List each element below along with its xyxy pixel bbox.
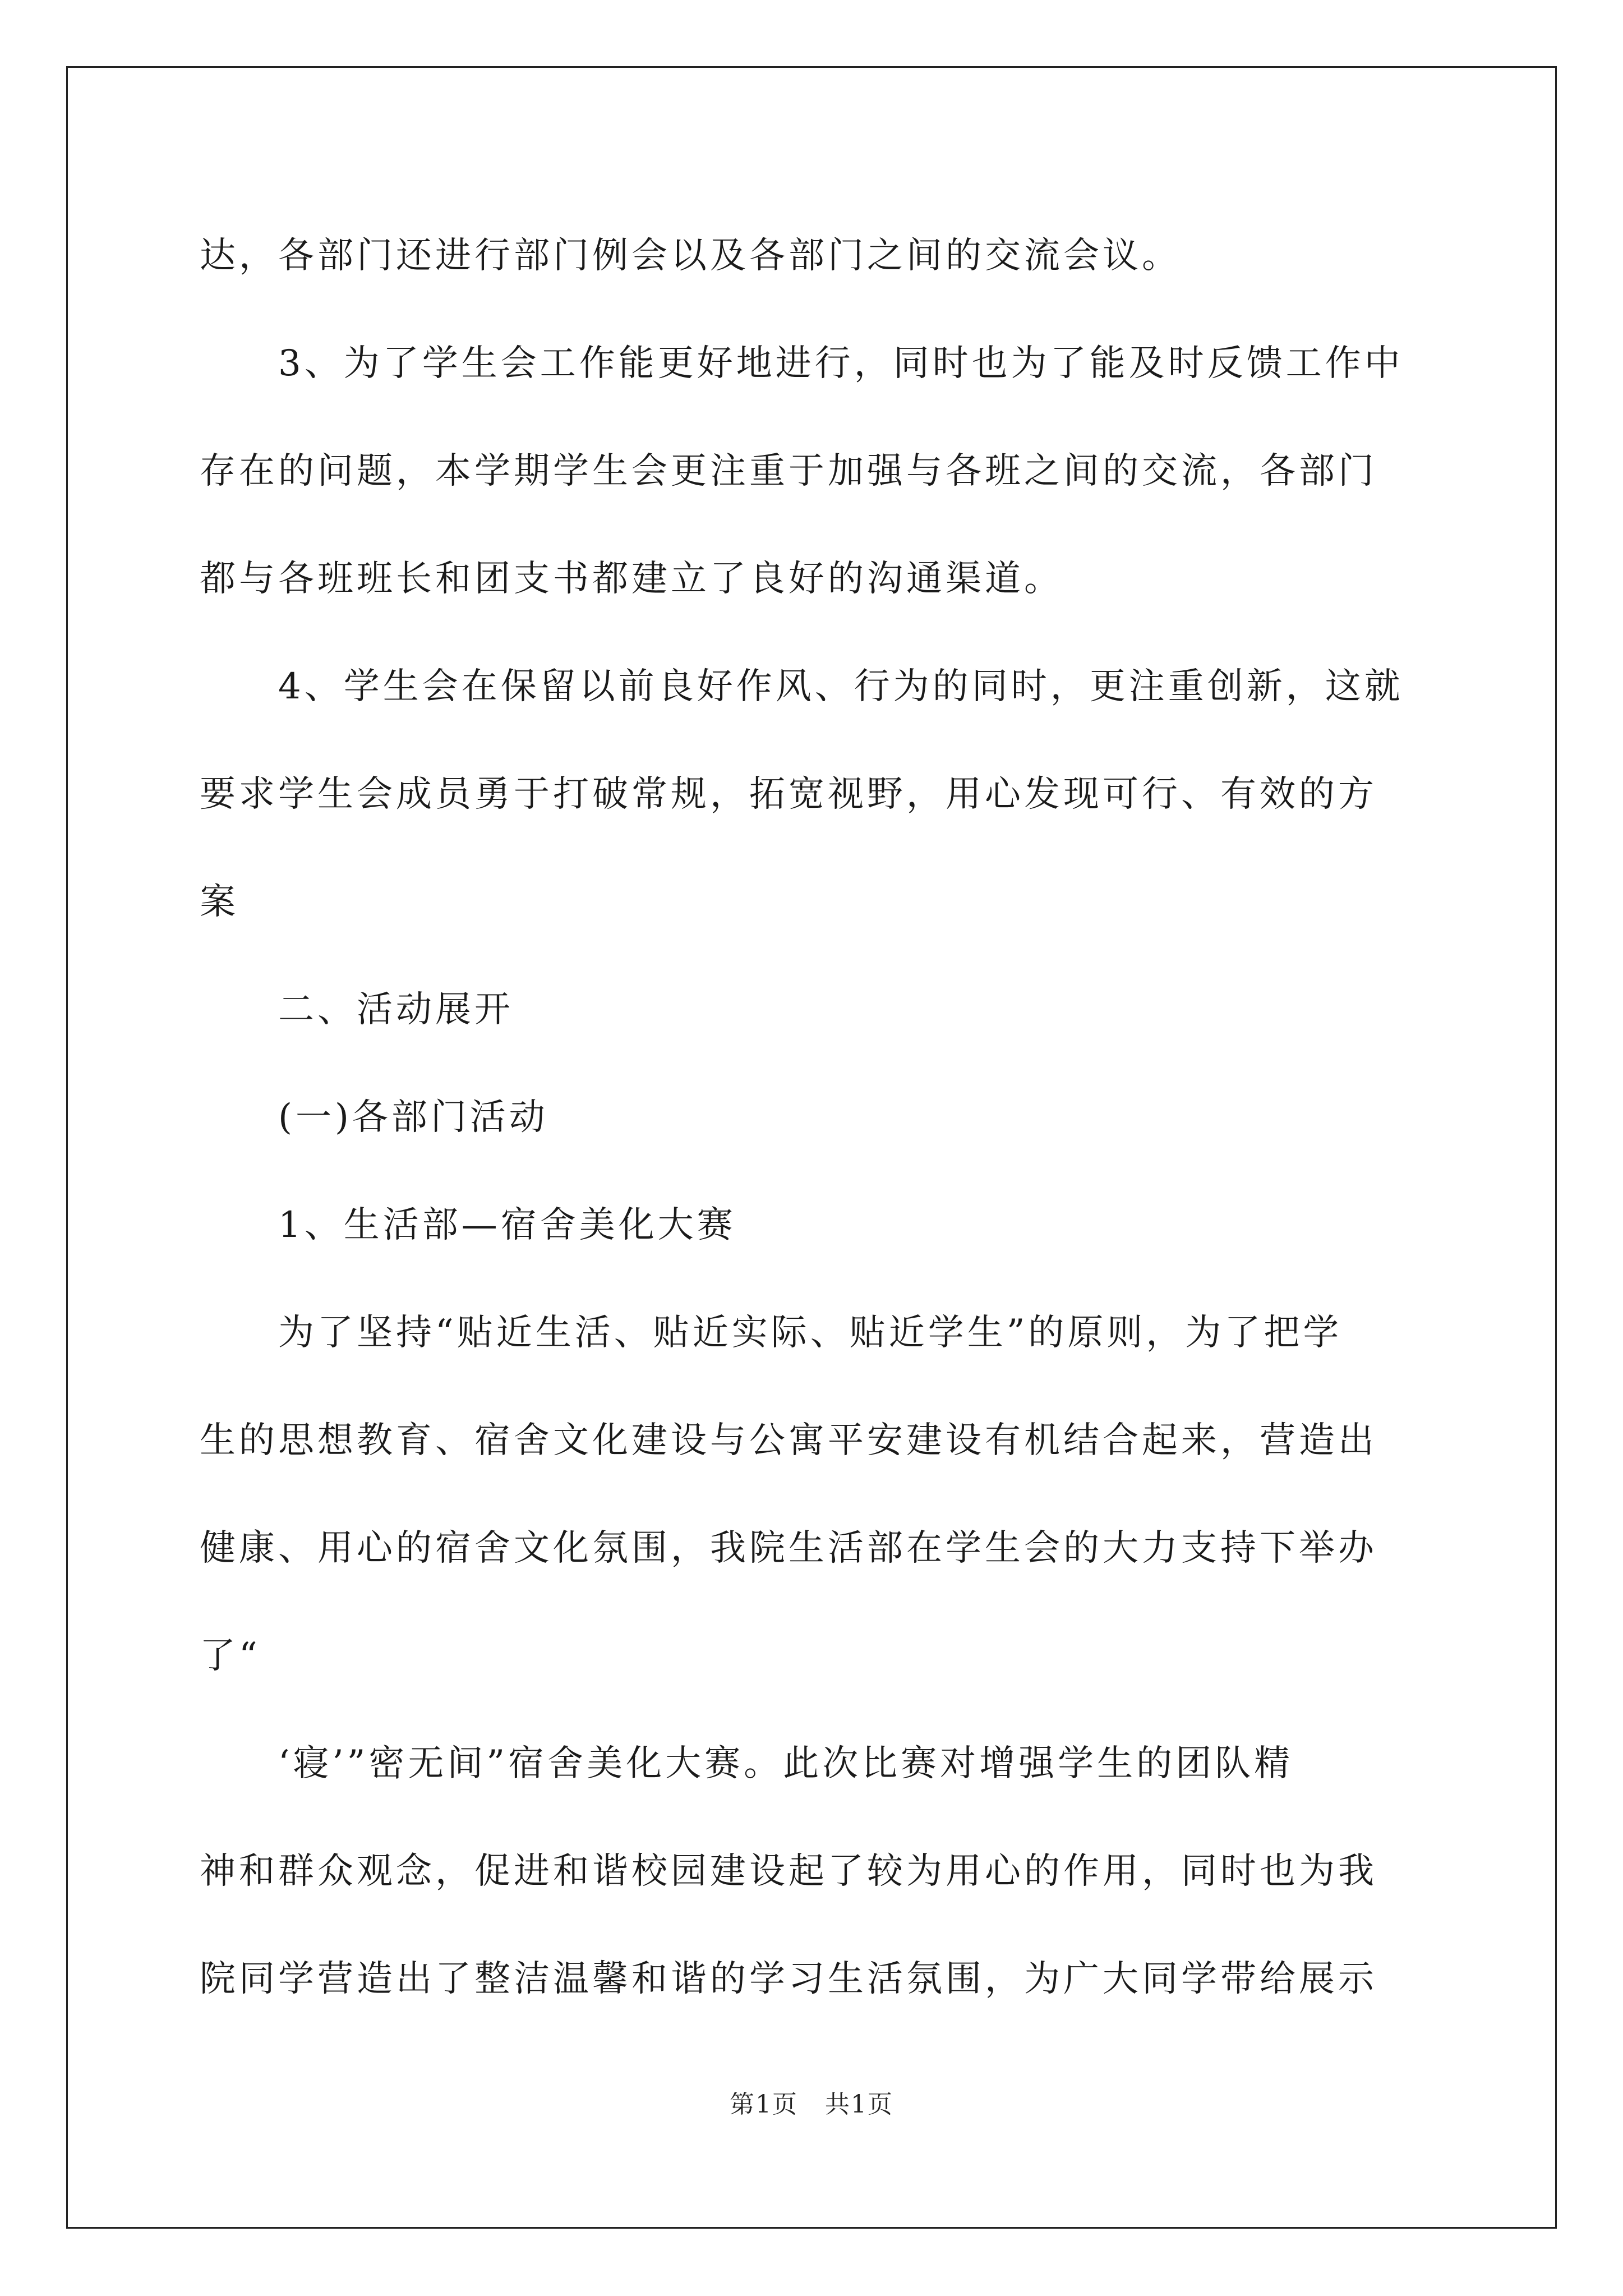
- paragraph-2: [200, 310, 1428, 633]
- text-line: 案: [200, 881, 239, 923]
- text-line: 生的思想教育、宿舍文化建设与公寓平安建设有机结合起来，营造出: [200, 1420, 1377, 1461]
- text-line: 健康、用心的宿舍文化氛围，我院生活部在学生会的大力支持下举办: [200, 1527, 1377, 1569]
- page-footer: [0, 2084, 1623, 2120]
- paragraph-5: [200, 1710, 1428, 2033]
- text-line: 神和群众观念，促进和谐校园建设起了较为用心的作用，同时也为我: [200, 1851, 1377, 1892]
- page-number: 第1页: [730, 2090, 798, 2119]
- text-line: 3、为了学生会工作能更好地进行，同时也为了能及时反馈工作中: [278, 343, 1404, 384]
- heading-text: (一)各部门活动: [278, 1097, 548, 1138]
- document-body: [200, 202, 1428, 2033]
- heading-text: 二、活动展开: [278, 989, 514, 1030]
- text-line: 存在的问题，本学期学生会更注重于加强与各班之间的交流，各部门: [200, 450, 1377, 492]
- text-line: 达，各部门还进行部门例会以及各部门之间的交流会议。: [200, 235, 1181, 277]
- item-heading: [200, 1171, 1428, 1279]
- page-total: 共1页: [825, 2090, 893, 2119]
- subsection-heading: [200, 1064, 1428, 1171]
- paragraph-1: [200, 202, 1428, 310]
- text-line: 4、学生会在保留以前良好作风、行为的同时，更注重创新，这就: [278, 666, 1404, 707]
- text-line: 了“: [200, 1635, 261, 1677]
- text-line: 都与各班班长和团支书都建立了良好的沟通渠道。: [200, 558, 1063, 600]
- text-line: ‘寝’”密无间”宿舍美化大赛。此次比赛对增强学生的团队精: [278, 1743, 1294, 1784]
- section-heading: [200, 956, 1428, 1064]
- text-line: 要求学生会成员勇于打破常规，拓宽视野，用心发现可行、有效的方: [200, 774, 1377, 815]
- paragraph-3: [200, 633, 1428, 956]
- text-line: 院同学营造出了整洁温馨和谐的学习生活氛围，为广大同学带给展示: [200, 1958, 1377, 2000]
- heading-text: 1、生活部—宿舍美化大赛: [278, 1204, 736, 1246]
- paragraph-4: [200, 1279, 1428, 1710]
- text-line: 为了坚持“贴近生活、贴近实际、贴近学生”的原则，为了把学: [278, 1312, 1343, 1354]
